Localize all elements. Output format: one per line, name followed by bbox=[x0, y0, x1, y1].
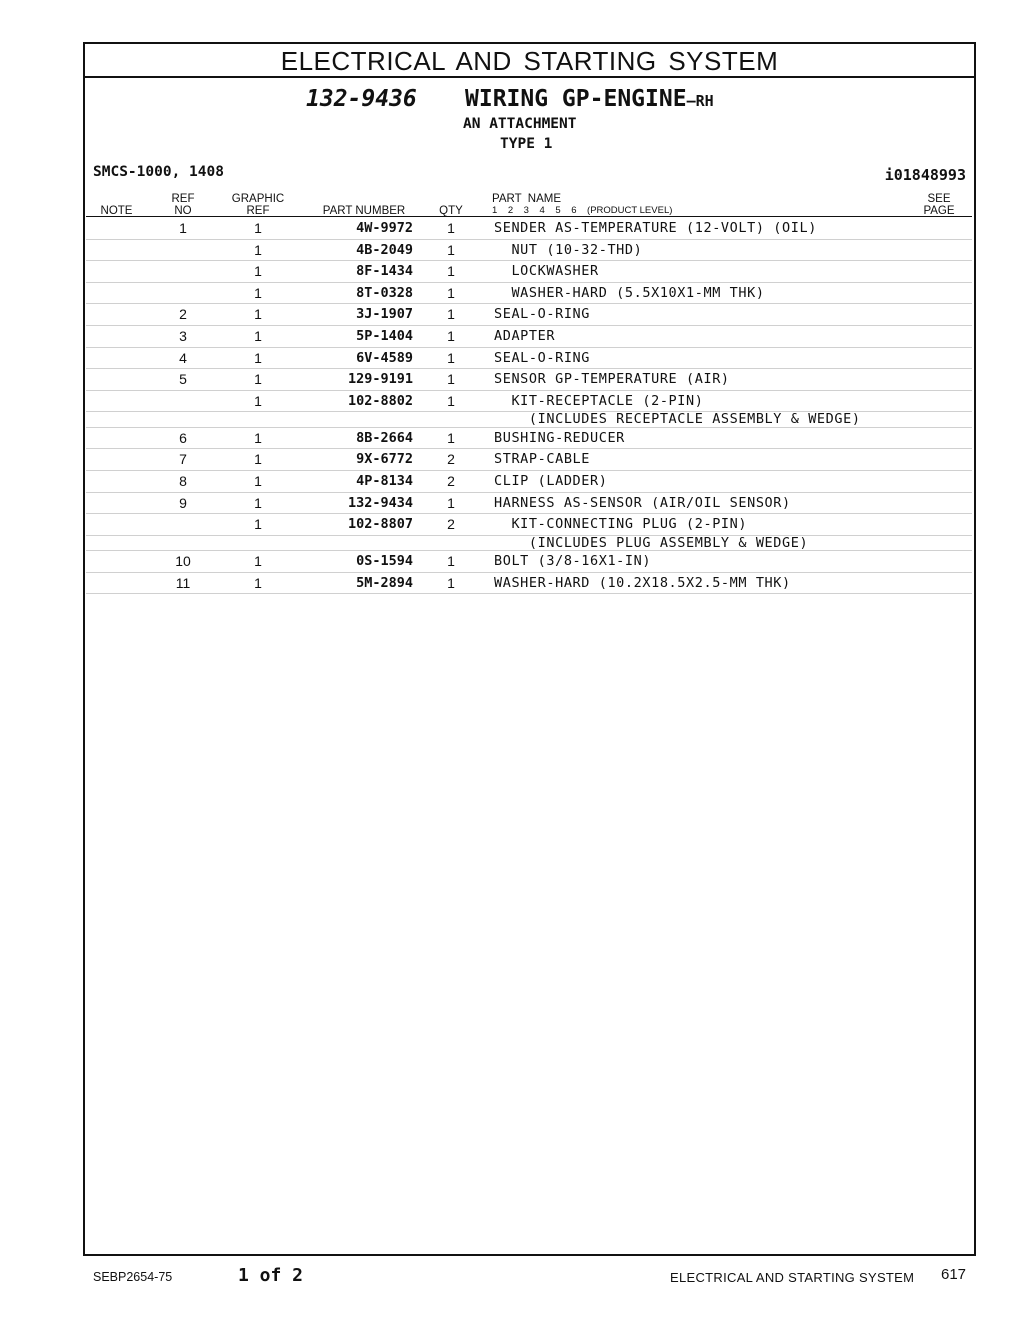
graphic-ref-cell: 1 bbox=[254, 263, 262, 280]
part-number-cell: 3J-1907 bbox=[356, 306, 413, 323]
header-page-label: PAGE bbox=[923, 205, 955, 217]
header-ref-label: REF bbox=[171, 193, 195, 205]
graphic-ref-cell: 1 bbox=[254, 220, 262, 236]
ref-no-cell: 9 bbox=[179, 494, 187, 511]
qty-cell: 1 bbox=[447, 349, 455, 366]
graphic-ref-cell: 1 bbox=[254, 371, 262, 388]
part-number-cell: 4W-9972 bbox=[356, 220, 413, 236]
header-part-name bbox=[492, 193, 752, 217]
part-name-cell: WASHER-HARD (5.5X10X1-MM THK) bbox=[494, 284, 765, 301]
qty-cell: 1 bbox=[447, 371, 455, 388]
ref-no-cell: 8 bbox=[179, 472, 187, 489]
ref-no-cell: 1 bbox=[179, 220, 187, 236]
table-row bbox=[86, 369, 972, 391]
graphic-ref-cell: 1 bbox=[254, 306, 262, 323]
table-row bbox=[86, 283, 972, 305]
table-row bbox=[86, 428, 972, 450]
footer-page-of: 1 of 2 bbox=[238, 1265, 304, 1286]
part-name-cell: SEAL-O-RING bbox=[494, 349, 591, 366]
header-graphic-label: GRAPHIC bbox=[231, 193, 285, 205]
ref-no-cell: 6 bbox=[179, 429, 187, 446]
part-name-cell: WASHER-HARD (10.2X18.5X2.5-MM THK) bbox=[494, 574, 791, 591]
part-number-cell: 129-9191 bbox=[347, 371, 413, 388]
part-name-cell: CLIP (LADDER) bbox=[494, 472, 608, 489]
part-name-cell: SEAL-O-RING bbox=[494, 306, 591, 323]
ref-no-cell: 5 bbox=[179, 371, 187, 388]
graphic-ref-cell: 1 bbox=[254, 429, 262, 446]
header-graphic-ref-label: REF bbox=[246, 205, 270, 217]
qty-cell: 1 bbox=[447, 220, 455, 236]
header-ref-no bbox=[163, 193, 203, 217]
part-number-cell: 0S-1594 bbox=[356, 553, 413, 570]
part-name-cell: (INCLUDES PLUG ASSEMBLY & WEDGE) bbox=[494, 534, 809, 551]
part-number-cell: 8T-0328 bbox=[356, 284, 413, 301]
table-row bbox=[86, 326, 972, 348]
part-name-cell: STRAP-CABLE bbox=[494, 451, 591, 468]
part-name-cell: ADAPTER bbox=[494, 327, 556, 344]
table-row bbox=[86, 304, 972, 326]
header-divider bbox=[86, 216, 972, 217]
header-graphic-ref bbox=[226, 193, 290, 217]
header-note-label: NOTE bbox=[100, 205, 133, 217]
qty-cell: 1 bbox=[447, 306, 455, 323]
header-product-level: 1 2 3 4 5 6 (PRODUCT LEVEL) bbox=[492, 205, 673, 216]
part-name-cell: BOLT (3/8-16X1-IN) bbox=[494, 553, 652, 570]
table-row bbox=[86, 412, 972, 427]
graphic-ref-cell: 1 bbox=[254, 553, 262, 570]
qty-cell: 1 bbox=[447, 241, 455, 258]
table-row bbox=[86, 493, 972, 515]
graphic-ref-cell: 1 bbox=[254, 284, 262, 301]
parts-rows bbox=[86, 218, 972, 594]
graphic-ref-cell: 1 bbox=[254, 451, 262, 468]
ref-no-cell: 7 bbox=[179, 451, 187, 468]
part-name-cell: NUT (10-32-THD) bbox=[494, 241, 643, 258]
header-part-name-label: PART NAME bbox=[492, 193, 562, 205]
graphic-ref-cell: 1 bbox=[254, 472, 262, 489]
table-row bbox=[86, 551, 972, 573]
table-row bbox=[86, 471, 972, 493]
smcs-code: SMCS-1000, 1408 bbox=[93, 164, 224, 180]
part-name-cell: KIT-CONNECTING PLUG (2-PIN) bbox=[494, 516, 748, 533]
section-title: ELECTRICAL AND STARTING SYSTEM bbox=[85, 44, 974, 78]
table-row bbox=[86, 449, 972, 471]
part-name-cell: SENSOR GP-TEMPERATURE (AIR) bbox=[494, 371, 730, 388]
ref-no-cell: 3 bbox=[179, 327, 187, 344]
part-number-cell: 4B-2049 bbox=[356, 241, 413, 258]
ref-no-cell: 2 bbox=[179, 306, 187, 323]
part-name-cell: (INCLUDES RECEPTACLE ASSEMBLY & WEDGE) bbox=[494, 411, 861, 428]
graphic-ref-cell: 1 bbox=[254, 574, 262, 591]
footer-page-number: 617 bbox=[941, 1266, 967, 1283]
graphic-ref-cell: 1 bbox=[254, 494, 262, 511]
graphic-ref-cell: 1 bbox=[254, 392, 262, 409]
qty-cell: 2 bbox=[447, 516, 455, 533]
graphic-ref-cell: 1 bbox=[254, 349, 262, 366]
part-number-cell: 9X-6772 bbox=[356, 451, 413, 468]
qty-cell: 1 bbox=[447, 574, 455, 591]
header-part-number-label: PART NUMBER bbox=[322, 205, 406, 217]
qty-cell: 1 bbox=[447, 284, 455, 301]
part-number-cell: 8F-1434 bbox=[356, 263, 413, 280]
qty-cell: 1 bbox=[447, 263, 455, 280]
qty-cell: 1 bbox=[447, 429, 455, 446]
part-number-cell: 4P-8134 bbox=[356, 472, 413, 489]
ref-no-cell: 10 bbox=[175, 553, 191, 570]
group-suffix: —RH bbox=[686, 92, 714, 110]
part-name-cell: HARNESS AS-SENSOR (AIR/OIL SENSOR) bbox=[494, 494, 791, 511]
ref-no-cell: 4 bbox=[179, 349, 187, 366]
part-name-cell: SENDER AS-TEMPERATURE (12-VOLT) (OIL) bbox=[494, 220, 817, 236]
group-subtitle-type: TYPE 1 bbox=[500, 136, 553, 152]
parts-table bbox=[86, 42, 972, 642]
qty-cell: 1 bbox=[447, 392, 455, 409]
footer-doc-id: SEBP2654-75 bbox=[93, 1270, 173, 1284]
part-number-cell: 5P-1404 bbox=[356, 327, 413, 344]
table-row bbox=[86, 514, 972, 536]
graphic-ref-cell: 1 bbox=[254, 516, 262, 533]
qty-cell: 2 bbox=[447, 472, 455, 489]
table-row bbox=[86, 573, 972, 595]
qty-cell: 1 bbox=[447, 327, 455, 344]
qty-cell: 2 bbox=[447, 451, 455, 468]
table-row bbox=[86, 391, 972, 413]
ref-no-cell: 11 bbox=[175, 574, 191, 591]
table-row bbox=[86, 240, 972, 262]
part-name-cell: KIT-RECEPTACLE (2-PIN) bbox=[494, 392, 704, 409]
graphic-ref-cell: 1 bbox=[254, 241, 262, 258]
header-see-page bbox=[914, 193, 964, 217]
part-number-cell: 102-8802 bbox=[347, 392, 413, 409]
table-row bbox=[86, 218, 972, 240]
part-number-cell: 8B-2664 bbox=[356, 429, 413, 446]
part-name-cell: BUSHING-REDUCER bbox=[494, 429, 625, 446]
header-no-label: NO bbox=[174, 205, 192, 217]
qty-cell: 1 bbox=[447, 553, 455, 570]
part-name-cell: LOCKWASHER bbox=[494, 263, 599, 280]
graphic-ref-cell: 1 bbox=[254, 327, 262, 344]
group-part-number: 132-9436 bbox=[306, 86, 417, 112]
header-qty-label: QTY bbox=[439, 205, 463, 217]
group-name: WIRING GP-ENGINE bbox=[465, 86, 687, 112]
illustration-id: i01848993 bbox=[884, 166, 966, 184]
table-row bbox=[86, 261, 972, 283]
qty-cell: 1 bbox=[447, 494, 455, 511]
part-number-cell: 6V-4589 bbox=[356, 349, 413, 366]
part-number-cell: 132-9434 bbox=[347, 494, 413, 511]
group-subtitle-attachment: AN ATTACHMENT bbox=[463, 116, 577, 132]
part-number-cell: 102-8807 bbox=[347, 516, 413, 533]
footer-section: ELECTRICAL AND STARTING SYSTEM bbox=[670, 1270, 915, 1285]
table-row bbox=[86, 348, 972, 370]
header-see-label: SEE bbox=[927, 193, 951, 205]
part-number-cell: 5M-2894 bbox=[356, 574, 413, 591]
table-row bbox=[86, 536, 972, 551]
